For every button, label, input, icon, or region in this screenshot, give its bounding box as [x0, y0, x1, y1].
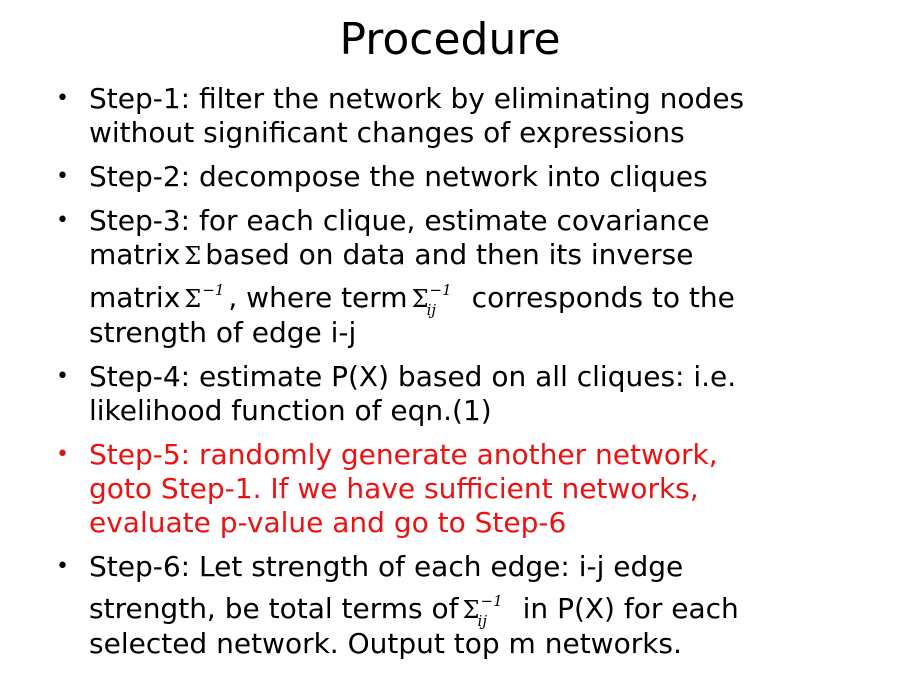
inverse-sigma-symbol — [184, 273, 224, 316]
sigma-glyph: Σ — [184, 285, 202, 313]
inverse-sigma-ij-symbol — [462, 584, 519, 630]
step-3-line-3 — [89, 273, 850, 319]
bullet-dot-icon: • — [56, 86, 69, 111]
step-6-line-2 — [89, 584, 850, 630]
step-3-line-3-text-c: corresponds to the — [471, 281, 735, 314]
inverse-sigma-ij-symbol — [411, 273, 468, 319]
step-6-item — [50, 550, 850, 661]
step-3-line-3-text-a: matrix — [89, 281, 181, 314]
inverse-exponent: −1 — [202, 281, 225, 299]
step-list — [50, 82, 850, 671]
step-3-line-3-text-b: , where term — [228, 281, 408, 314]
step-6-line-1: Step-6: Let strength of each edge: i-j edge — [89, 550, 684, 583]
step-4-item — [50, 360, 850, 428]
inverse-exponent: −1 — [429, 281, 452, 299]
step-3-item — [50, 204, 850, 350]
sigma-glyph: Σ — [184, 242, 202, 270]
step-6-line-2-text-a: strength, be total terms of — [89, 592, 459, 625]
step-3-line-2-text-b: based on data and then its inverse — [205, 238, 694, 271]
step-3-line-2 — [89, 238, 850, 273]
step-6-line-2-text-b: in P(X) for each — [522, 592, 739, 625]
inverse-exponent: −1 — [480, 592, 503, 610]
covariance-sigma-symbol — [184, 239, 201, 273]
ij-subscript: ij — [477, 612, 487, 630]
sigma-glyph: Σ — [411, 285, 429, 313]
step-2-item — [50, 160, 850, 194]
step-3-line-4: strength of edge i-j — [89, 316, 357, 349]
step-6-line-3: selected network. Output top m networks. — [89, 627, 682, 660]
step-1-line-1: Step-1: filter the network by eliminating nodes — [89, 82, 745, 115]
ij-subscript: ij — [426, 301, 437, 319]
step-3-line-2-text-a: matrix — [89, 238, 181, 271]
sigma-glyph: Σ — [462, 596, 480, 624]
step-2-line-1: Step-2: decompose the network into cliques — [89, 160, 708, 193]
step-5-line-1: Step-5: randomly generate another network, — [89, 438, 718, 471]
bullet-dot-icon: • — [56, 164, 69, 189]
step-5-line-3: evaluate p-value and go to Step-6 — [89, 506, 567, 539]
bullet-dot-icon: • — [56, 554, 69, 579]
step-5-item — [50, 438, 850, 540]
bullet-dot-icon: • — [56, 442, 69, 467]
step-5-line-2: goto Step-1. If we have sufficient networks, — [89, 472, 699, 505]
step-4-line-1: Step-4: estimate P(X) based on all cliques: i.e. — [89, 360, 737, 393]
slide-title: Procedure — [339, 14, 561, 65]
bullet-dot-icon: • — [56, 208, 69, 233]
step-1-line-2: without significant changes of expressions — [89, 116, 685, 149]
step-4-line-2: likelihood function of eqn.(1) — [89, 394, 492, 427]
bullet-dot-icon: • — [56, 364, 69, 389]
step-3-line-1: Step-3: for each clique, estimate covariance — [89, 204, 710, 237]
step-1-item — [50, 82, 850, 150]
